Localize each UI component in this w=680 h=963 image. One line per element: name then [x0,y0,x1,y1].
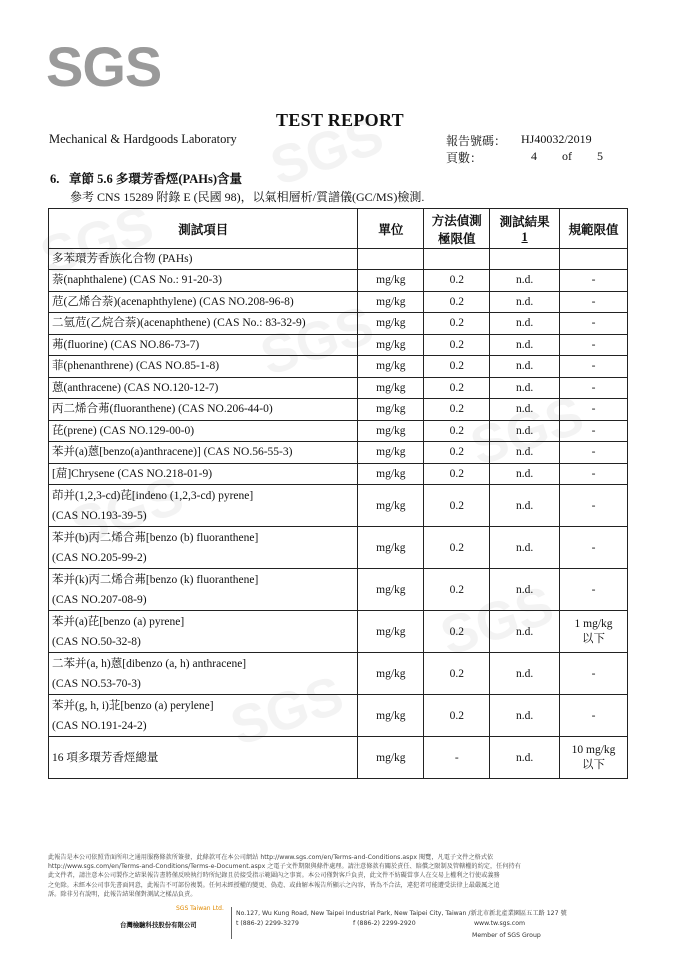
footer-line: 訴。除非另有說明，此報告結果僅對測試之樣品負責。 [48,890,197,898]
compound-name-line1: 菲(phenanthrene) (CAS NO.85-1-8) [52,360,220,373]
spec-limit-cell [560,485,628,527]
table-row [49,291,628,313]
header-unit: 單位 [358,209,424,249]
mdl-cell: 0.2 [424,695,490,737]
footer-line: 此報告是本公司依照背面所印之通用服務條款所簽發，此條款可在本公司網站 http://www.sgs.com/en/Terms-and-Conditions.aspx 閱覽，凡電子文件之格式依 [48,854,494,861]
contact-line [236,920,525,927]
compound-name-line1: 芘(prene) (CAS NO.129-00-0) [52,424,195,437]
mdl-cell: 0.2 [424,653,490,695]
compound-name [49,653,358,695]
compound-name [49,356,358,378]
compound-name [49,420,358,442]
unit-cell: mg/kg [358,611,424,653]
unit-cell: mg/kg [358,356,424,378]
compound-cas-number: (CAS NO.205-99-2) [52,551,147,564]
company-name: 台灣檢驗科技股份有限公司 [120,921,197,929]
footer-line: 之免除。未經本公司事先書面同意，此報告不可部份複製。任何未經授權的變更、偽造、或曲解本報告所顯示之內容，皆為不合法，違犯者可能遭受法律上最嚴厲之追 [48,881,500,889]
result-cell: n.d. [490,291,560,313]
spec-limit-cell [560,356,628,378]
header-mdl [424,209,490,249]
compound-name-line1: 丙二烯合茀(fluoranthene) (CAS NO.206-44-0) [52,403,273,416]
result-cell: n.d. [490,463,560,485]
result-cell: n.d. [490,313,560,335]
mdl-cell: 0.2 [424,399,490,421]
result-cell: n.d. [490,527,560,569]
empty-cell [358,249,424,270]
unit-cell: mg/kg [358,463,424,485]
compound-name [49,737,358,779]
spec-limit-qualifier: 以下 [582,758,606,771]
report-number: HJ40032/2019 [521,132,592,146]
compound-name [49,442,358,464]
table-row [49,463,628,485]
compound-name-line1: 茚并(1,2,3-cd)芘[indeno (1,2,3-cd) pyrene] [52,489,254,502]
spec-limit-cell [560,313,628,335]
spec-limit-cell [560,569,628,611]
table-row [49,653,628,695]
section-heading [50,169,242,187]
compound-cas-number: (CAS NO.50-32-8) [52,635,141,648]
result-cell: n.d. [490,399,560,421]
spec-limit-cell [560,442,628,464]
spec-limit-cell [560,377,628,399]
compound-cas-number: (CAS NO.207-08-9) [52,593,147,606]
compound-name-line1: 苯并(a)蒽[benzo(a)anthracene)] (CAS NO.56-55-3) [52,446,293,459]
unit-cell: mg/kg [358,485,424,527]
spec-limit-value: - [591,424,596,437]
footer-line: http://www.sgs.com/en/Terms-and-Conditions/Terms-e-Document.aspx 之電子文件期限與條件處理。請注意條款有關於責任、賠償之限制及管轄權的約定，任何持有 [48,863,521,871]
mdl-cell: 0.2 [424,527,490,569]
compound-name [49,334,358,356]
compound-name-line1: 苊(乙烯合萘)(acenaphthylene) (CAS NO.208-96-8) [52,295,294,308]
spec-limit-cell [560,463,628,485]
spec-limit-value: 10 mg/kg [571,743,616,756]
unit-cell: mg/kg [358,270,424,292]
header-result-sample-no: 1 [521,230,528,244]
compound-name-line1: 二氫苊(乙烷合萘)(acenaphthene) (CAS No.: 83-32-9) [52,317,306,330]
lab-name: Mechanical & Hardgoods Laboratory [49,132,237,146]
table-row [49,485,628,527]
mdl-cell: - [424,737,490,779]
mdl-cell: 0.2 [424,356,490,378]
spec-limit-value: - [591,499,596,512]
compound-name-line1: 蒽(anthracene) (CAS NO.120-12-7) [52,381,219,394]
spec-limit-cell [560,399,628,421]
table-row [49,737,628,779]
unit-cell: mg/kg [358,653,424,695]
spec-limit-value: - [591,467,596,480]
header-mdl-line1: 方法偵測 [431,213,482,228]
table-row [49,313,628,335]
page-label: 頁數： [446,151,483,165]
result-cell: n.d. [490,420,560,442]
compound-name [49,270,358,292]
spec-limit-value: - [591,338,596,351]
header-spec-limit: 規範限值 [560,209,628,249]
empty-cell [560,249,628,270]
header-test-item: 測試項目 [49,209,358,249]
unit-cell: mg/kg [358,420,424,442]
spec-limit-value: - [591,274,596,287]
table-header-row [49,209,628,249]
table-row [49,377,628,399]
group-label: 多苯環芳香族化合物 (PAHs) [49,249,358,270]
compound-name [49,695,358,737]
member-of-group: Member of SGS Group [472,932,541,939]
result-cell: n.d. [490,611,560,653]
spec-limit-qualifier: 以下 [582,632,606,645]
compound-name [49,463,358,485]
compound-name-line1: 茀(fluorine) (CAS NO.86-73-7) [52,338,200,351]
spec-limit-cell [560,420,628,442]
footer-disclaimer [48,853,638,899]
mdl-cell: 0.2 [424,270,490,292]
compound-name-line1: 苯并(b)丙二烯合茀[benzo (b) fluoranthene] [52,531,259,544]
unit-cell: mg/kg [358,737,424,779]
compound-cas-number: (CAS NO.191-24-2) [52,719,147,732]
report-title: TEST REPORT [276,110,404,130]
spec-limit-value: - [591,583,596,596]
compound-name-line1: 萘(naphthalene) (CAS No.: 91-20-3) [52,274,222,287]
table-row [49,420,628,442]
spec-limit-cell [560,334,628,356]
result-cell: n.d. [490,653,560,695]
table-row [49,611,628,653]
spec-limit-cell [560,527,628,569]
table-row [49,695,628,737]
spec-limit-value: - [591,360,596,373]
compound-name-line1: 16 項多環芳香烴總量 [52,751,159,764]
table-row [49,442,628,464]
mdl-cell: 0.2 [424,313,490,335]
fax: f (886-2) 2299-2920 [353,920,416,927]
mdl-cell: 0.2 [424,485,490,527]
compound-name [49,399,358,421]
sgs-ltd-label: SGS Taiwan Ltd. [176,905,224,912]
group-row [49,249,628,270]
table-row [49,270,628,292]
sgs-logo-text: SGS [46,36,162,96]
mdl-cell: 0.2 [424,442,490,464]
unit-cell: mg/kg [358,569,424,611]
footer-divider [231,907,232,939]
spec-limit-value: 1 mg/kg [574,617,613,630]
company-address: No.127, Wu Kung Road, New Taipei Industrial Park, New Taipei City, Taiwan /新北市新北產業園區五工路 127 號 [236,910,567,917]
empty-cell [424,249,490,270]
empty-cell [490,249,560,270]
result-cell: n.d. [490,695,560,737]
unit-cell: mg/kg [358,527,424,569]
spec-limit-cell [560,737,628,779]
result-cell: n.d. [490,377,560,399]
result-cell: n.d. [490,442,560,464]
header-mdl-line2: 極限值 [438,231,476,246]
unit-cell: mg/kg [358,377,424,399]
compound-name-line1: 苯并(g, h, i)苝[benzo (a) perylene] [52,699,214,712]
section-title: 章節 5.6 多環芳香烴(PAHs)含量 [69,172,243,186]
section-number: 6. [50,172,60,186]
compound-cas-number: (CAS NO.53-70-3) [52,677,141,690]
spec-limit-value: - [591,541,596,554]
result-cell: n.d. [490,737,560,779]
spec-limit-value: - [591,667,596,680]
spec-limit-cell [560,291,628,313]
mdl-cell: 0.2 [424,334,490,356]
unit-cell: mg/kg [358,334,424,356]
header-result-line1: 測試結果 [499,215,550,229]
spec-limit-cell [560,270,628,292]
result-cell: n.d. [490,270,560,292]
table-row [49,569,628,611]
compound-name-line1: [䓛]Chrysene (CAS NO.218-01-9) [52,467,213,480]
compound-name [49,485,358,527]
compound-name [49,527,358,569]
spec-limit-value: - [591,403,596,416]
spec-limit-value: - [591,381,596,394]
table-row [49,334,628,356]
compound-name-line1: 苯并(a)芘[benzo (a) pyrene] [52,615,185,628]
mdl-cell: 0.2 [424,463,490,485]
mdl-cell: 0.2 [424,291,490,313]
page-number: 4 [531,149,537,163]
result-cell: n.d. [490,569,560,611]
compound-name [49,377,358,399]
compound-name [49,313,358,335]
unit-cell: mg/kg [358,442,424,464]
sgs-logo [46,36,176,96]
report-number-label: 報告號碼： [446,134,507,148]
table-row [49,527,628,569]
compound-name [49,611,358,653]
table-row [49,399,628,421]
spec-limit-cell [560,611,628,653]
unit-cell: mg/kg [358,399,424,421]
spec-limit-cell [560,653,628,695]
compound-cas-number: (CAS NO.193-39-5) [52,509,147,522]
result-cell: n.d. [490,485,560,527]
compound-name-line1: 苯并(k)丙二烯合茀[benzo (k) fluoranthene] [52,573,259,586]
spec-limit-value: - [591,317,596,330]
spec-limit-cell [560,695,628,737]
unit-cell: mg/kg [358,313,424,335]
compound-name [49,569,358,611]
test-method-reference: 參考 CNS 15289 附錄 E (民國 98)，以氣相層析/質譜儀(GC/MS)檢測. [70,190,425,204]
spec-limit-value: - [591,295,596,308]
unit-cell: mg/kg [358,695,424,737]
compound-name [49,291,358,313]
result-cell: n.d. [490,334,560,356]
spec-limit-value: - [591,709,596,722]
page-total: 5 [597,149,603,163]
table-row [49,356,628,378]
page-of: of [562,149,572,163]
footer-line: 此文件者，請注意本公司製作之結果報告書將僅反映執行時所紀錄且於接受指示範圍內之事實。本公司僅對客戶負責，此文件不妨礙當事人在交易上權利之行使或義務 [48,872,500,880]
mdl-cell: 0.2 [424,377,490,399]
telephone: t (886-2) 2299-3279 [236,920,299,927]
mdl-cell: 0.2 [424,611,490,653]
website-link[interactable]: www.tw.sgs.com [474,920,526,927]
mdl-cell: 0.2 [424,569,490,611]
unit-cell: mg/kg [358,291,424,313]
spec-limit-value: - [591,446,596,459]
mdl-cell: 0.2 [424,420,490,442]
results-table [48,208,628,779]
compound-name-line1: 二苯并(a, h)蒽[dibenzo (a, h) anthracene] [52,657,247,670]
result-cell: n.d. [490,356,560,378]
header-result [490,209,560,249]
